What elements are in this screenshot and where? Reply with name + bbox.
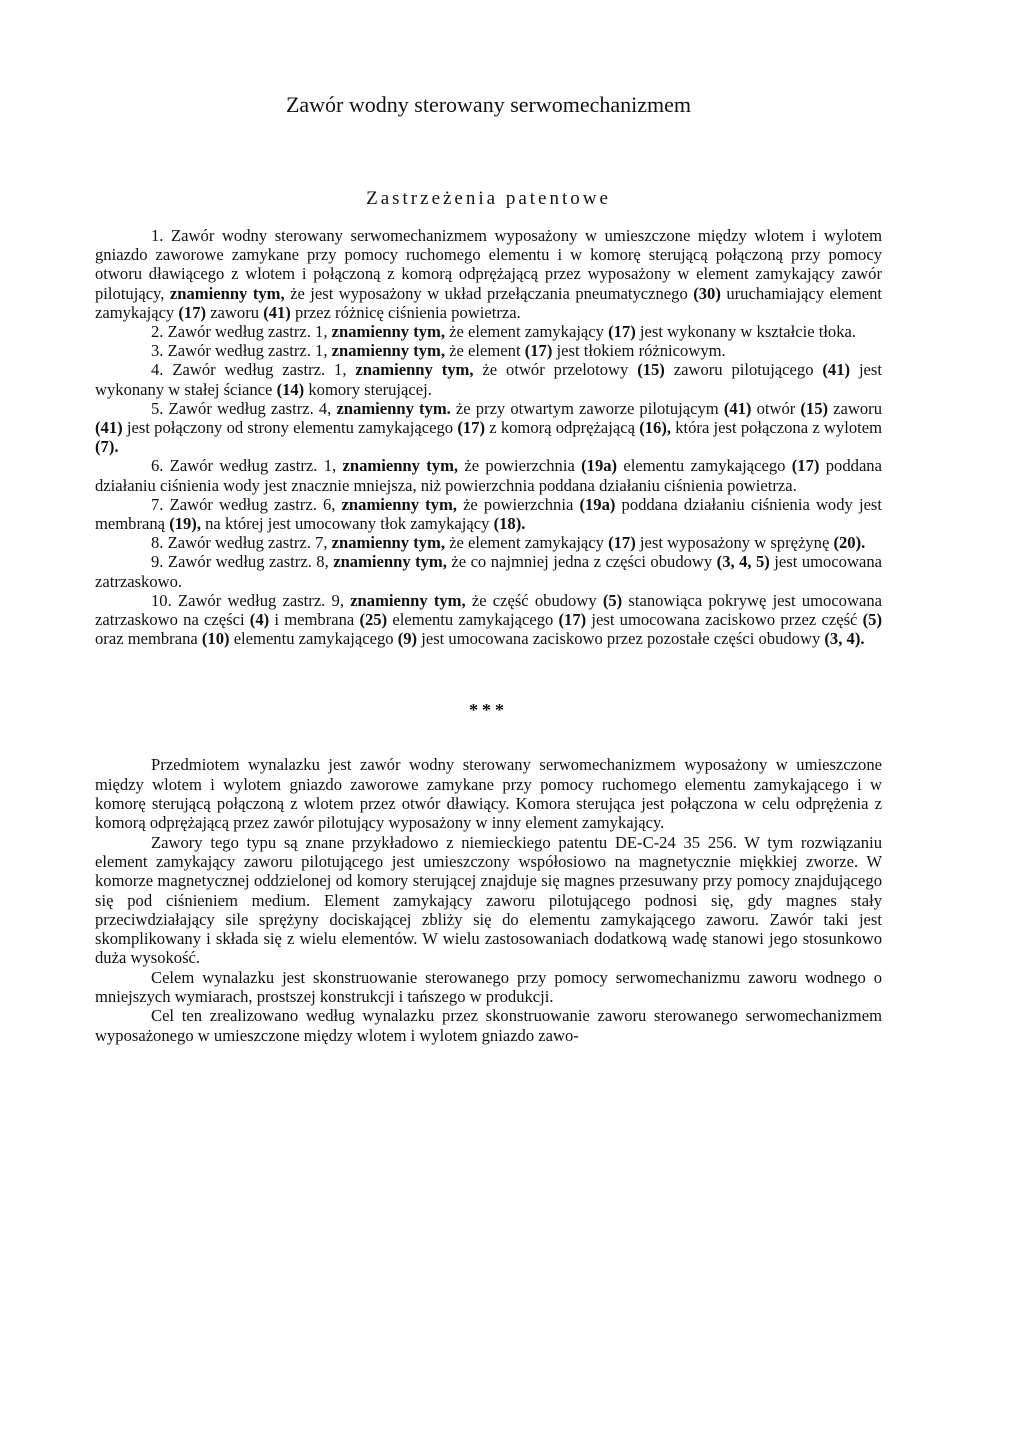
- claim-text-run: zaworu: [206, 302, 264, 322]
- claim-text-run: że otwór przelotowy: [473, 360, 638, 380]
- claim-text-run: że element zamykający: [445, 322, 609, 342]
- claim-text-run: jest umocowana zaciskowo przez pozostałe części obudowy: [417, 629, 825, 649]
- claim-text-run: elementu zamykającego: [617, 456, 792, 476]
- claim-text-run: (41): [723, 398, 752, 418]
- claim-text-run: 4. Zawór według zastrz. 1,: [151, 360, 356, 380]
- claim-3: [95, 341, 882, 360]
- claim-text-run: (17): [178, 302, 207, 322]
- claim-7: [95, 495, 882, 533]
- claim-text-run: (17): [457, 418, 485, 438]
- claim-text-run: na której jest umocowany tłok zamykający: [200, 514, 494, 534]
- claim-text-run: jest umocowana zaciskowo przez część: [586, 610, 863, 630]
- claim-text-run: jest wykonany w kształcie tłoka.: [635, 322, 857, 342]
- claim-1: [95, 226, 882, 322]
- section-separator: ***: [469, 700, 508, 721]
- claim-text-run: (14): [276, 379, 305, 399]
- claim-text-run: elementu zamykającego: [387, 610, 559, 630]
- claim-text-run: znamienny tym,: [355, 360, 474, 380]
- description-paragraph: Cel ten zrealizowano według wynalazku przez skonstruowanie zaworu sterowanego serwomechanizmem wyposażonego w umieszczone między wlotem i wylotem gniazdo zawo-: [95, 1006, 882, 1045]
- claim-text-run: uruchamiający element zamykający: [95, 283, 883, 322]
- claim-text-run: komory sterującej.: [304, 379, 432, 399]
- claim-text-run: że jest wyposażony w układ przełączania pneumatycznego: [284, 283, 694, 303]
- claim-text-run: (30): [693, 283, 721, 303]
- description-paragraph: Przedmiotem wynalazku jest zawór wodny sterowany serwomechanizmem wyposażony w umieszczone między wlotem i wylotem gniazdo zaworowe zamykane przy pomocy ruchomego elementu zamykającego i w komorę sterującą połączoną z wlotem przez otwór dławiący. Komora sterująca jest połączona w celu odprężenia z komorą odprężającą przez zawór pilotujący wyposażony w inny element zamykający.: [95, 755, 882, 833]
- claim-text-run: znamienny tym,: [331, 341, 446, 361]
- claim-text-run: jest wykonany w stałej ściance: [95, 360, 882, 399]
- claim-text-run: (19a): [579, 494, 616, 514]
- claim-text-run: (15): [637, 360, 665, 380]
- claim-text-run: znamienny tym.: [336, 398, 451, 418]
- claim-text-run: 1. Zawór wodny sterowany serwomechanizmem wyposażony w umieszczone między wlotem i wylotem gniazdo zaworowe zamykane przy pomocy ruchomego elementu i w komorę sterującą połączoną przy pomocy otworu dławiącego z wlotem i połączoną z komorą odprężającą przez wyposażony w element zamykający zawór pilotujący,: [95, 226, 882, 303]
- claim-text-run: oraz membrana: [95, 629, 202, 649]
- claim-text-run: (17): [608, 533, 636, 553]
- claim-6: [95, 456, 882, 494]
- claim-text-run: (19a): [581, 456, 618, 476]
- claim-text-run: zaworu: [828, 398, 883, 418]
- claim-text-run: (7).: [95, 437, 119, 457]
- claim-text-run: poddana działaniu ciśnienia wody jest znacznie mniejsza, niż powierzchnia poddana działaniu ciśnienia powietrza.: [95, 456, 882, 495]
- claim-text-run: znamienny tym,: [350, 590, 466, 610]
- claim-text-run: że przy otwartym zaworze pilotującym: [450, 398, 724, 418]
- claim-text-run: 5. Zawór według zastrz. 4,: [151, 398, 337, 418]
- claim-text-run: jest tłokiem różnicowym.: [552, 341, 726, 361]
- claim-text-run: (5): [602, 590, 623, 610]
- claim-text-run: otwór: [751, 398, 801, 418]
- claim-text-run: przez różnicę ciśnienia powietrza.: [290, 302, 521, 322]
- claim-text-run: (20).: [833, 533, 866, 553]
- claim-text-run: (3, 4, 5): [716, 552, 770, 572]
- claim-text-run: elementu zamykającego: [229, 629, 398, 649]
- claim-text-run: że część obudowy: [465, 590, 603, 610]
- claim-text-run: (3, 4).: [824, 629, 865, 649]
- claim-text-run: i membrana: [269, 610, 360, 630]
- description-paragraph: Zawory tego typu są znane przykładowo z niemieckiego patentu DE-C-24 35 256. W tym rozwiązaniu element zamykający zaworu pilotującego jest umieszczony współosiowo na magnetycznie miękkiej zworze. W komorze magnetycznej oddzielonej od komory sterującej znajduje się magnes przesuwany przy pomocy znajdującego się pod ciśnieniem medium. Element zamykający zaworu pilotującego podnosi się, gdy magnes stały przeciwdziałający sile sprężyny dociskającej zbliży się do elementu zamykającego zaworu. Zawór taki jest skomplikowany i składa się z wielu elementów. W wielu zastosowaniach dodatkową wadę stanowi jego stosunkowo duża wysokość.: [95, 832, 882, 968]
- claim-text-run: (41): [263, 302, 291, 322]
- claim-text-run: poddana działaniu ciśnienia wody jest membraną: [95, 494, 882, 534]
- claim-text-run: (18).: [493, 514, 526, 534]
- claim-2: [95, 322, 882, 341]
- claim-text-run: która jest połączona z wylotem: [671, 418, 882, 438]
- claim-text-run: (17): [558, 610, 587, 630]
- claim-text-run: z komorą odprężającą: [484, 418, 640, 438]
- claim-text-run: jest połączony od strony elementu zamykającego: [122, 418, 458, 438]
- claim-text-run: zaworu pilotującego: [664, 360, 823, 380]
- claim-text-run: że element: [445, 341, 525, 361]
- claim-text-run: (17): [791, 456, 820, 476]
- claim-4: [95, 360, 882, 398]
- claim-text-run: (25): [359, 610, 388, 630]
- claim-text-run: jest umocowana zatrzaskowo.: [95, 552, 882, 591]
- claim-text-run: (5): [862, 610, 882, 630]
- claim-text-run: znamienny tym,: [331, 533, 446, 553]
- claim-text-run: 9. Zawór według zastrz. 8,: [151, 552, 334, 572]
- claim-text-run: znamienny tym,: [169, 283, 285, 303]
- claim-text-run: znamienny tym,: [331, 322, 446, 342]
- claim-text-run: że powierzchnia: [458, 456, 582, 476]
- claim-text-run: (19),: [169, 514, 201, 534]
- claims-heading: Zastrzeżenia patentowe: [366, 188, 611, 209]
- claim-8: [95, 533, 882, 552]
- claim-text-run: (41): [822, 360, 851, 380]
- document-title: Zawór wodny sterowany serwomechanizmem: [285, 92, 692, 117]
- claim-text-run: znamienny tym,: [342, 456, 459, 476]
- claims-section: [95, 226, 882, 648]
- claim-text-run: (16),: [639, 418, 671, 438]
- claim-10: [95, 591, 882, 649]
- claim-text-run: 10. Zawór według zastrz. 9,: [151, 590, 351, 610]
- claim-text-run: 8. Zawór według zastrz. 7,: [151, 533, 332, 553]
- claim-text-run: że co najmniej jedna z części obudowy: [446, 552, 717, 572]
- claim-text-run: 7. Zawór według zastrz. 6,: [151, 494, 342, 514]
- claim-text-run: znamienny tym,: [341, 494, 457, 514]
- description-paragraph: Celem wynalazku jest skonstruowanie sterowanego przy pomocy serwomechanizmu zaworu wodnego o mniejszych wymiarach, prostszej konstrukcji i tańszego w produkcji.: [95, 967, 882, 1007]
- claim-9: [95, 552, 882, 590]
- claim-5: [95, 399, 882, 457]
- description-section: [95, 755, 882, 1044]
- claim-text-run: (17): [524, 341, 553, 361]
- claim-text-run: (10): [201, 629, 230, 649]
- claim-text-run: (4): [249, 610, 270, 630]
- claim-text-run: (9): [397, 629, 418, 649]
- document-page: [95, 92, 882, 1045]
- claim-text-run: że powierzchnia: [456, 494, 580, 514]
- claim-text-run: jest wyposażony w sprężynę: [635, 533, 834, 553]
- claim-text-run: 3. Zawór według zastrz. 1,: [151, 341, 332, 361]
- claim-text-run: stanowiąca pokrywę jest umocowana zatrzaskowo na części: [95, 590, 882, 630]
- claim-text-run: (41): [95, 418, 123, 438]
- claim-text-run: znamienny tym,: [333, 552, 447, 572]
- claim-text-run: że element zamykający: [445, 533, 609, 553]
- claim-text-run: 2. Zawór według zastrz. 1,: [151, 322, 332, 342]
- claim-text-run: 6. Zawór według zastrz. 1,: [151, 456, 343, 476]
- claim-text-run: (17): [608, 322, 636, 342]
- claim-text-run: (15): [800, 398, 829, 418]
